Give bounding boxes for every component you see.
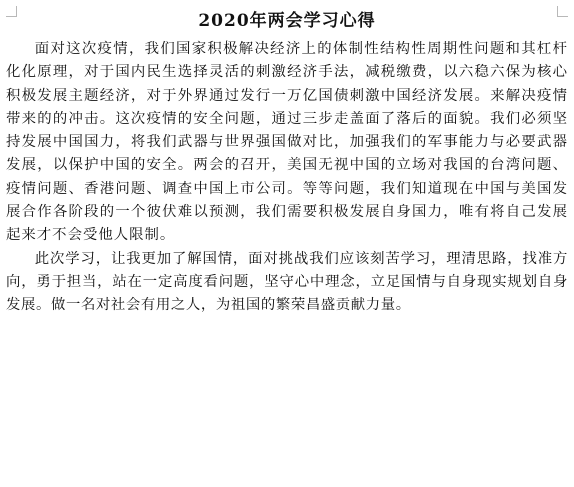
paragraph-2: 此次学习，让我更加了解国情，面对挑战我们应该刻苦学习，理清思路，找准方向，勇于担当，站在一定高度看问题，坚守心中理念，立足国情与自身现实规划自身发展。做一名对社会有用之人，为祖国的繁荣昌盛贡献力量。 (6, 250, 568, 314)
document-page (6, 4, 568, 318)
document-title: 2020年两会学习心得 (198, 11, 376, 31)
paragraph-1: 面对这次疫情，我们国家积极解决经济上的体制性结构性周期性问题和其杠杆化化原理，对于国内民生选择灵活的刺激经济手法，减税缴费，以六稳六保为核心积极发展主题经济，对于外界通过发行一万亿国债刺激中国经济发展。来解决疫情带来的的冲击。这次疫情的安全问题，通过三步走盖面了落后的面貌。我们必须坚持发展中国国力，将我们武器与世界强国做对比，加强我们的军事能力与必要武器发展，以保护中国的安全。两会的召开，美国无视中国的立场对我国的台湾问题、疫情问题、香港问题、调查中国上市公司。等等问题，我们知道现在中国与美国发展合作各阶段的一个彼伏难以预测，我们需要积极发展自身国力，唯有将自己发展起来才不会受他人限制。 (6, 41, 568, 244)
